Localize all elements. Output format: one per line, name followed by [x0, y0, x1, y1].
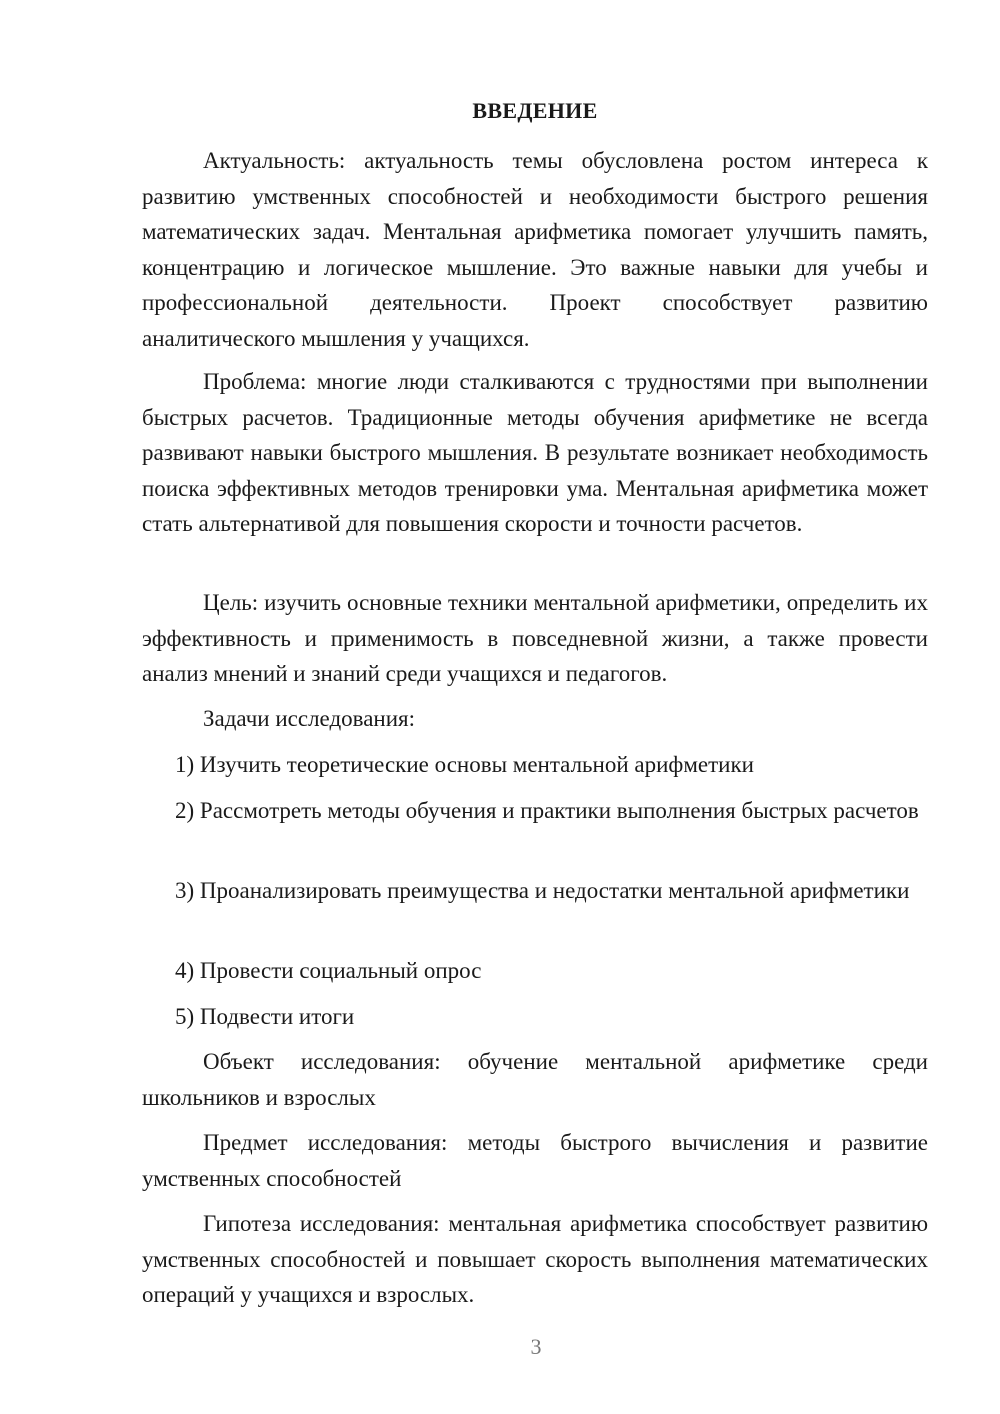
- hypothesis-paragraph: Гипотеза исследования: ментальная арифметика способствует развитию умственных способностей и повышает скорость выполнения математических операций у учащихся и взрослых.: [142, 1211, 928, 1307]
- task-item-3: 3) Проанализировать преимущества и недостатки ментальной арифметики: [175, 878, 910, 903]
- task-item-1: 1) Изучить теоретические основы ментальной арифметики: [175, 752, 754, 777]
- task-item-5: 5) Подвести итоги: [175, 1004, 355, 1029]
- object-paragraph: Объект исследования: обучение ментальной арифметике среди школьников и взрослых: [142, 1049, 928, 1110]
- task-item-2: 2) Рассмотреть методы обучения и практики выполнения быстрых расчетов: [175, 798, 919, 823]
- tasks-heading: Задачи исследования:: [203, 706, 416, 731]
- subject-paragraph: Предмет исследования: методы быстрого вычисления и развитие умственных способностей: [142, 1130, 928, 1191]
- problem-paragraph: Проблема: многие люди сталкиваются с трудностями при выполнении быстрых расчетов. Традиционные методы обучения арифметике не всегда развивают навыки быстрого мышления. В результате возникает необходимость поиска эффективных методов тренировки ума. Ментальная арифметика может стать альтернативой для повышения скорости и точности расчетов.: [142, 369, 928, 536]
- goal-paragraph: Цель: изучить основные техники ментальной арифметики, определить их эффективность и применимость в повседневной жизни, а также провести анализ мнений и знаний среди учащихся и педагогов.: [142, 590, 928, 686]
- page-number: 3: [530, 1334, 542, 1359]
- relevance-paragraph: Актуальность: актуальность темы обусловлена ростом интереса к развитию умственных способностей и необходимости быстрого решения математических задач. Ментальная арифметика помогает улучшить память, концентрацию и логическое мышление. Это важные навыки для учебы и профессиональной деятельности. Проект способствует развитию аналитического мышления у учащихся.: [142, 148, 928, 351]
- task-item-4: 4) Провести социальный опрос: [175, 958, 482, 983]
- page-title: ВВЕДЕНИЕ: [472, 98, 598, 123]
